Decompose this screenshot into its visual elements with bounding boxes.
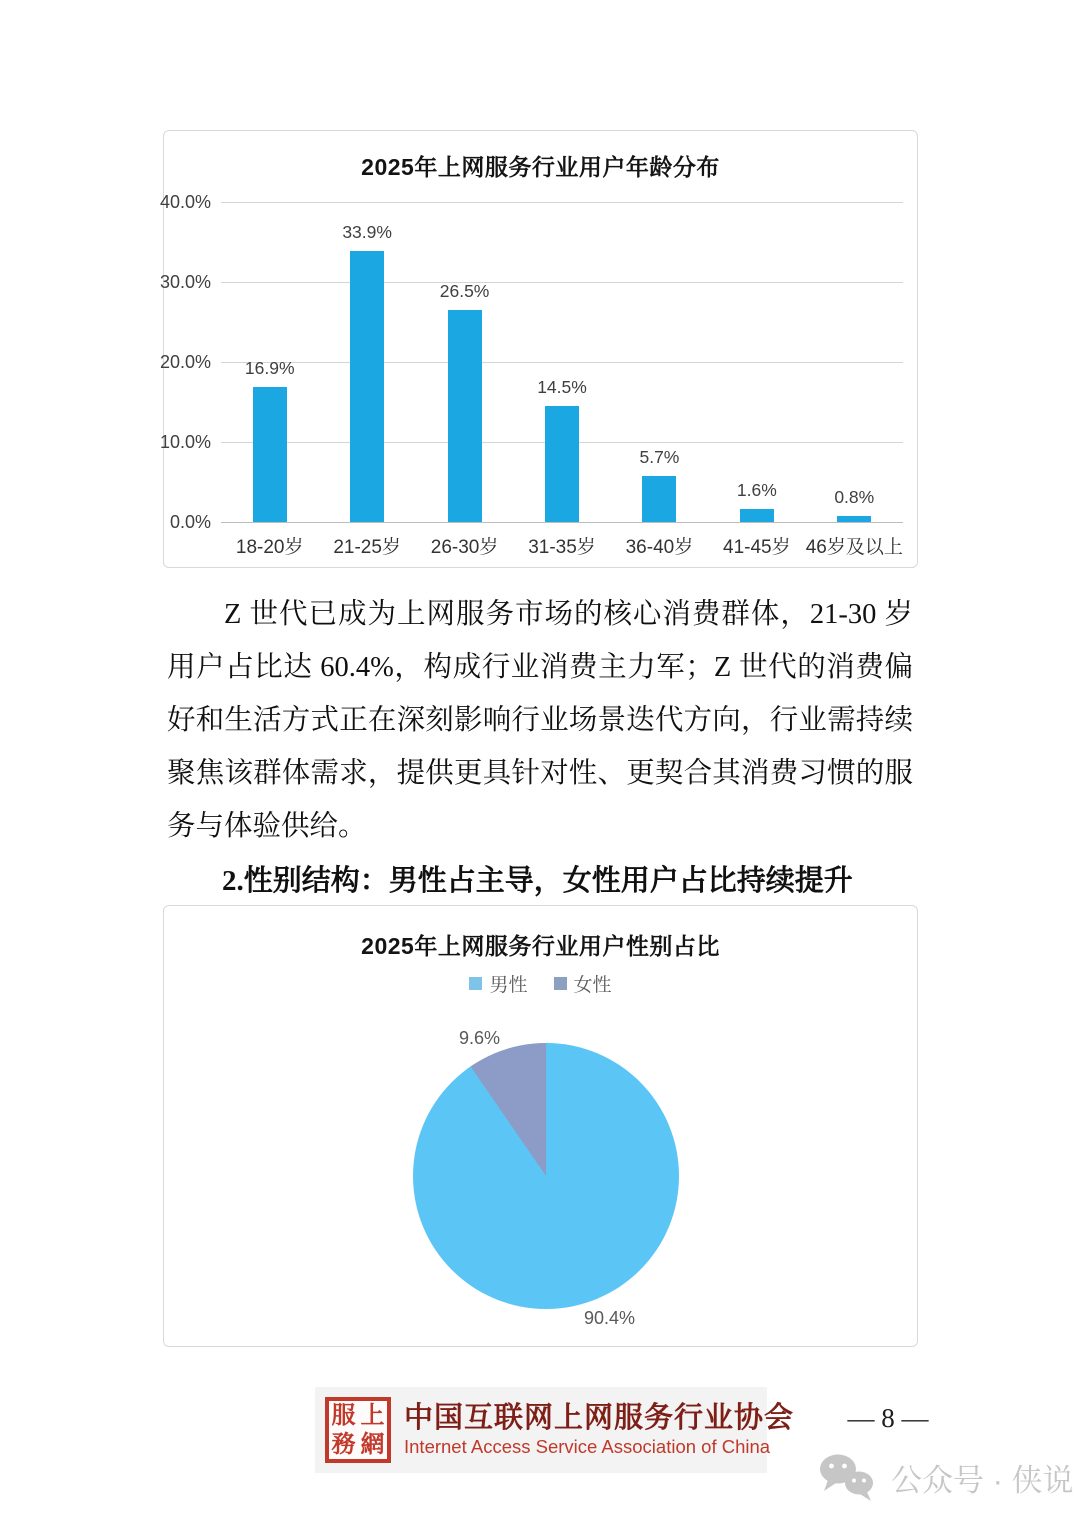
x-axis-category-label: 46岁及以上 bbox=[805, 537, 903, 558]
x-axis-category-label: 31-35岁 bbox=[528, 537, 596, 558]
gender-share-chart bbox=[163, 905, 918, 1347]
x-axis-category-label: 18-20岁 bbox=[235, 537, 304, 558]
wechat-icon bbox=[816, 1452, 878, 1502]
bar bbox=[253, 387, 287, 522]
legend-swatch bbox=[469, 977, 482, 990]
pie-label-male: 90.4% bbox=[584, 1308, 636, 1328]
bar-value-label: 16.9% bbox=[244, 358, 295, 378]
legend-label: 男性 bbox=[489, 975, 528, 996]
bar bbox=[740, 509, 774, 522]
legend-label: 女性 bbox=[573, 975, 612, 996]
association-seal-icon bbox=[325, 1397, 391, 1463]
bar-value-label: 26.5% bbox=[439, 281, 490, 301]
bar-value-label: 0.8% bbox=[834, 487, 875, 507]
association-name-en: Internet Access Service Association of China bbox=[404, 1436, 771, 1458]
seal-character: 服 bbox=[331, 1402, 356, 1429]
age-distribution-chart bbox=[159, 130, 918, 568]
legend-swatch bbox=[554, 977, 567, 990]
bar-value-label: 33.9% bbox=[342, 222, 392, 242]
bar bbox=[448, 310, 482, 522]
gridline bbox=[221, 282, 903, 283]
bar bbox=[545, 406, 579, 522]
page-number: — 8 — bbox=[847, 1403, 929, 1433]
x-axis-category-label: 26-30岁 bbox=[430, 537, 499, 558]
y-axis-tick-label: 30.0% bbox=[159, 272, 211, 292]
gridline bbox=[221, 522, 903, 523]
bar-value-label: 14.5% bbox=[537, 377, 587, 397]
pie-graphic bbox=[413, 1043, 679, 1309]
legend-item bbox=[554, 970, 612, 997]
association-names bbox=[404, 1401, 794, 1460]
section-heading: 2.性别结构：男性占主导，女性用户占比持续提升 bbox=[222, 865, 853, 897]
gridline bbox=[221, 202, 903, 203]
seal-character: 網 bbox=[360, 1431, 385, 1458]
x-axis-category-label: 41-45岁 bbox=[723, 537, 791, 558]
seal-character: 上 bbox=[360, 1402, 385, 1429]
pie-chart-legend bbox=[164, 970, 917, 997]
pie-chart-title: 2025年上网服务行业用户性别占比 bbox=[361, 933, 720, 959]
seal-character: 務 bbox=[331, 1431, 356, 1458]
x-axis-category-label: 36-40岁 bbox=[625, 537, 694, 558]
y-axis-tick-label: 40.0% bbox=[159, 192, 211, 212]
bar bbox=[350, 251, 384, 522]
y-axis-tick-label: 10.0% bbox=[159, 432, 211, 452]
bar-chart-plot-area bbox=[159, 192, 903, 558]
body-paragraph: Z 世代已成为上网服务市场的核心消费群体，21-30 岁用户占比达 60.4%，构成行业消费主力军；Z 世代的消费偏好和生活方式正在深刻影响行业场景迭代方向，行业需持续聚焦该群体需求，提供更具针对性、更契合其消费习惯的服务与体验供给。 bbox=[167, 599, 913, 842]
association-logo bbox=[315, 1387, 795, 1473]
y-axis-tick-label: 0.0% bbox=[169, 512, 211, 532]
bar bbox=[837, 516, 871, 522]
association-name-cn: 中国互联网上网服务行业协会 bbox=[404, 1401, 795, 1434]
bar bbox=[642, 476, 676, 522]
watermark bbox=[816, 1452, 1074, 1502]
watermark-text: 公众号 · 侠说 bbox=[891, 1462, 1074, 1498]
x-axis-category-label: 21-25岁 bbox=[333, 537, 401, 558]
bar-chart-title: 2025年上网服务行业用户年龄分布 bbox=[361, 154, 720, 180]
bar-value-label: 5.7% bbox=[639, 447, 680, 467]
legend-item bbox=[469, 970, 527, 997]
pie-label-female: 9.6% bbox=[459, 1028, 501, 1048]
y-axis-tick-label: 20.0% bbox=[159, 352, 211, 372]
bar-value-label: 1.6% bbox=[736, 480, 777, 500]
gridline bbox=[221, 362, 903, 363]
